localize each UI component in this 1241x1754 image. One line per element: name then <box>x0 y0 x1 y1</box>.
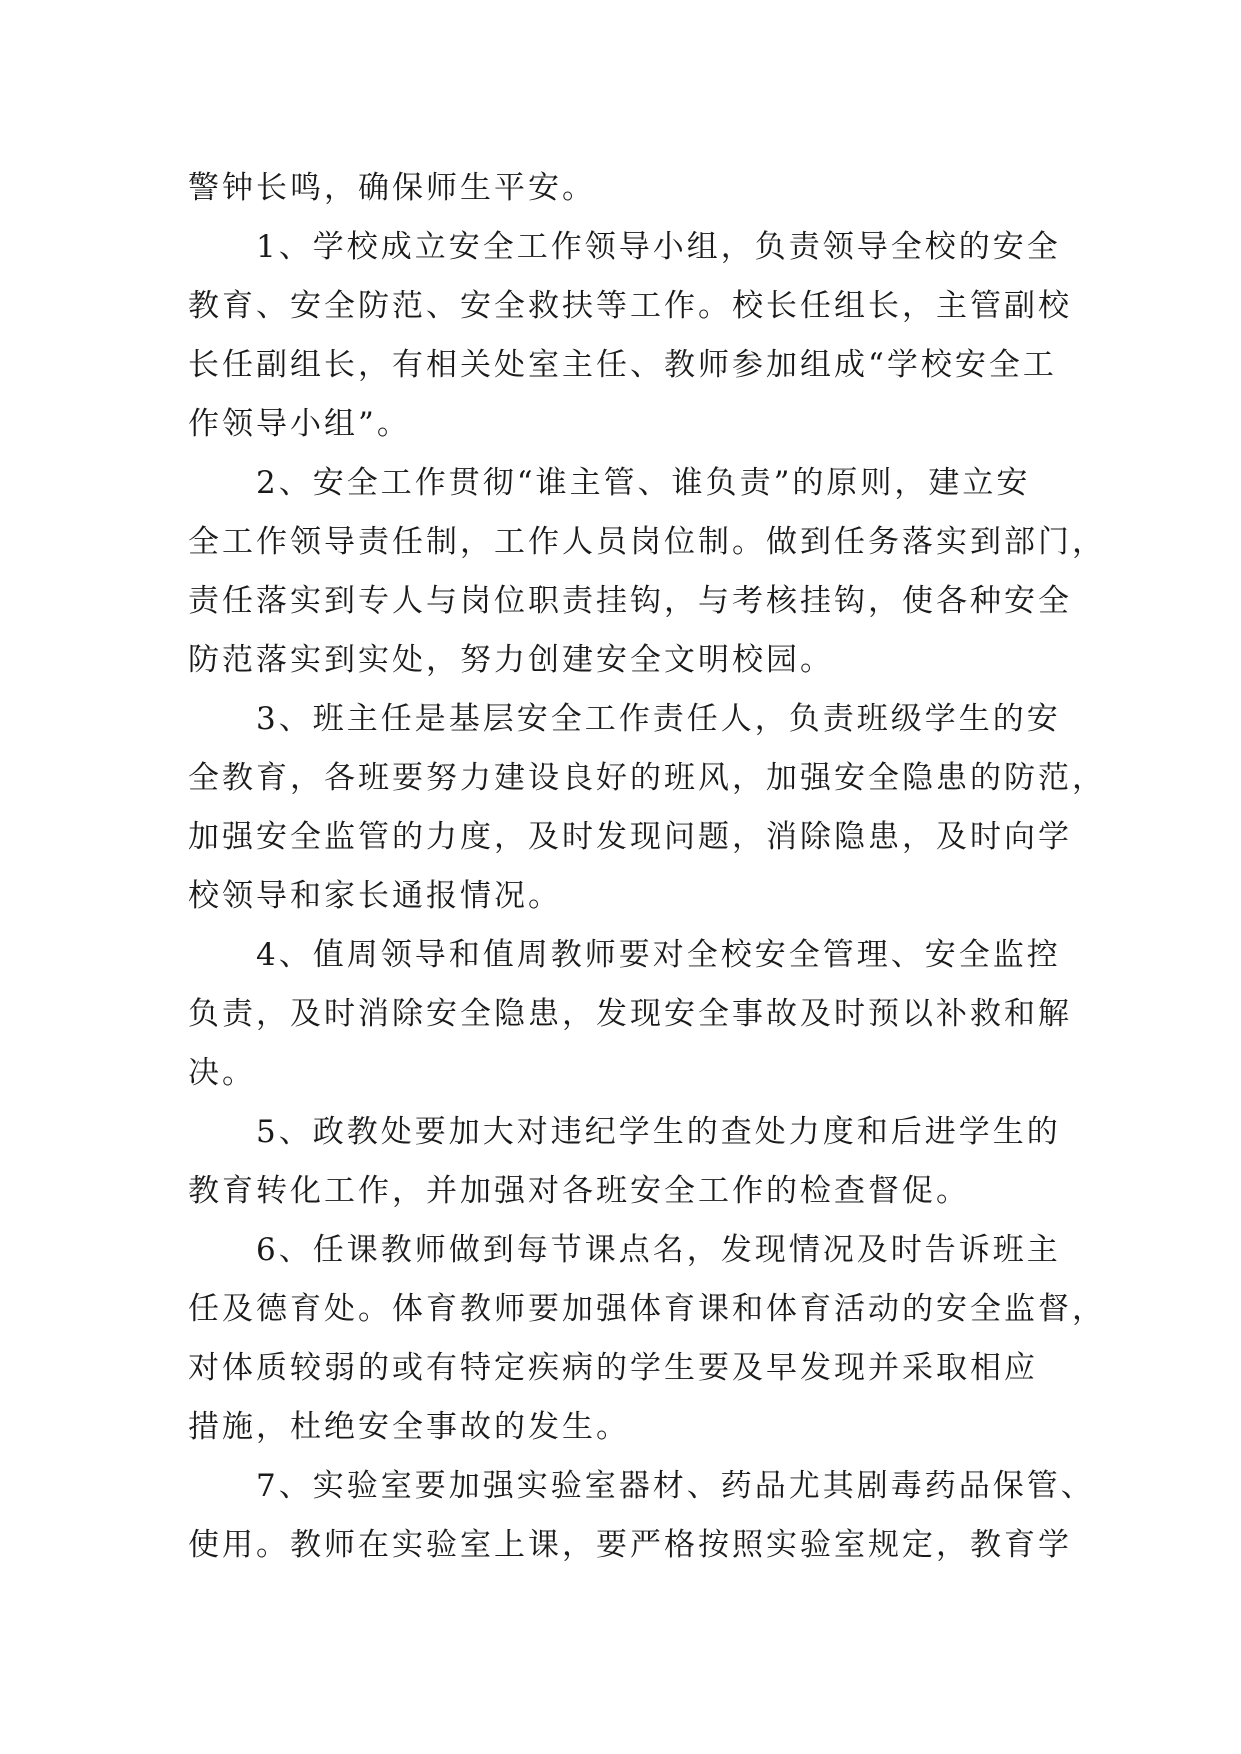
text-line: 全教育，各班要努力建设良好的班风，加强安全隐患的防范， <box>188 760 1106 796</box>
text-line: 警钟长鸣，确保师生平安。 <box>188 170 596 206</box>
text-line: 长任副组长，有相关处室主任、教师参加组成“学校安全工 <box>188 347 1057 383</box>
text-line: 教育、安全防范、安全救扶等工作。校长任组长，主管副校 <box>188 288 1072 324</box>
text-line: 负责，及时消除安全隐患，发现安全事故及时预以补救和解 <box>188 996 1072 1032</box>
text-line: 校领导和家长通报情况。 <box>188 878 562 914</box>
text-line: 任及德育处。体育教师要加强体育课和体育活动的安全监督， <box>188 1291 1106 1327</box>
text-line: 3、班主任是基层安全工作责任人，负责班级学生的安 <box>188 701 1061 737</box>
body-text <box>188 159 1106 1575</box>
text-line: 4、值周领导和值周教师要对全校安全管理、安全监控 <box>188 937 1061 973</box>
text-line: 措施，杜绝安全事故的发生。 <box>188 1409 630 1445</box>
text-line: 对体质较弱的或有特定疾病的学生要及早发现并采取相应 <box>188 1350 1038 1386</box>
text-line: 教育转化工作，并加强对各班安全工作的检查督促。 <box>188 1173 970 1209</box>
text-line: 2、安全工作贯彻“谁主管、谁负责”的原则，建立安 <box>188 465 1031 501</box>
text-line: 全工作领导责任制，工作人员岗位制。做到任务落实到部门， <box>188 524 1106 560</box>
text-line: 加强安全监管的力度，及时发现问题，消除隐患，及时向学 <box>188 819 1072 855</box>
text-line: 使用。教师在实验室上课，要严格按照实验室规定，教育学 <box>188 1527 1072 1563</box>
text-line: 防范落实到实处，努力创建安全文明校园。 <box>188 642 834 678</box>
text-line: 6、任课教师做到每节课点名，发现情况及时告诉班主 <box>188 1232 1061 1268</box>
text-line: 决。 <box>188 1055 256 1091</box>
text-line: 7、实验室要加强实验室器材、药品尤其剧毒药品保管、 <box>188 1468 1095 1504</box>
text-line: 责任落实到专人与岗位职责挂钩，与考核挂钩，使各种安全 <box>188 583 1072 619</box>
text-line: 作领导小组”。 <box>188 406 411 442</box>
text-line: 1、学校成立安全工作领导小组，负责领导全校的安全 <box>188 229 1061 265</box>
text-line: 5、政教处要加大对违纪学生的查处力度和后进学生的 <box>188 1114 1061 1150</box>
